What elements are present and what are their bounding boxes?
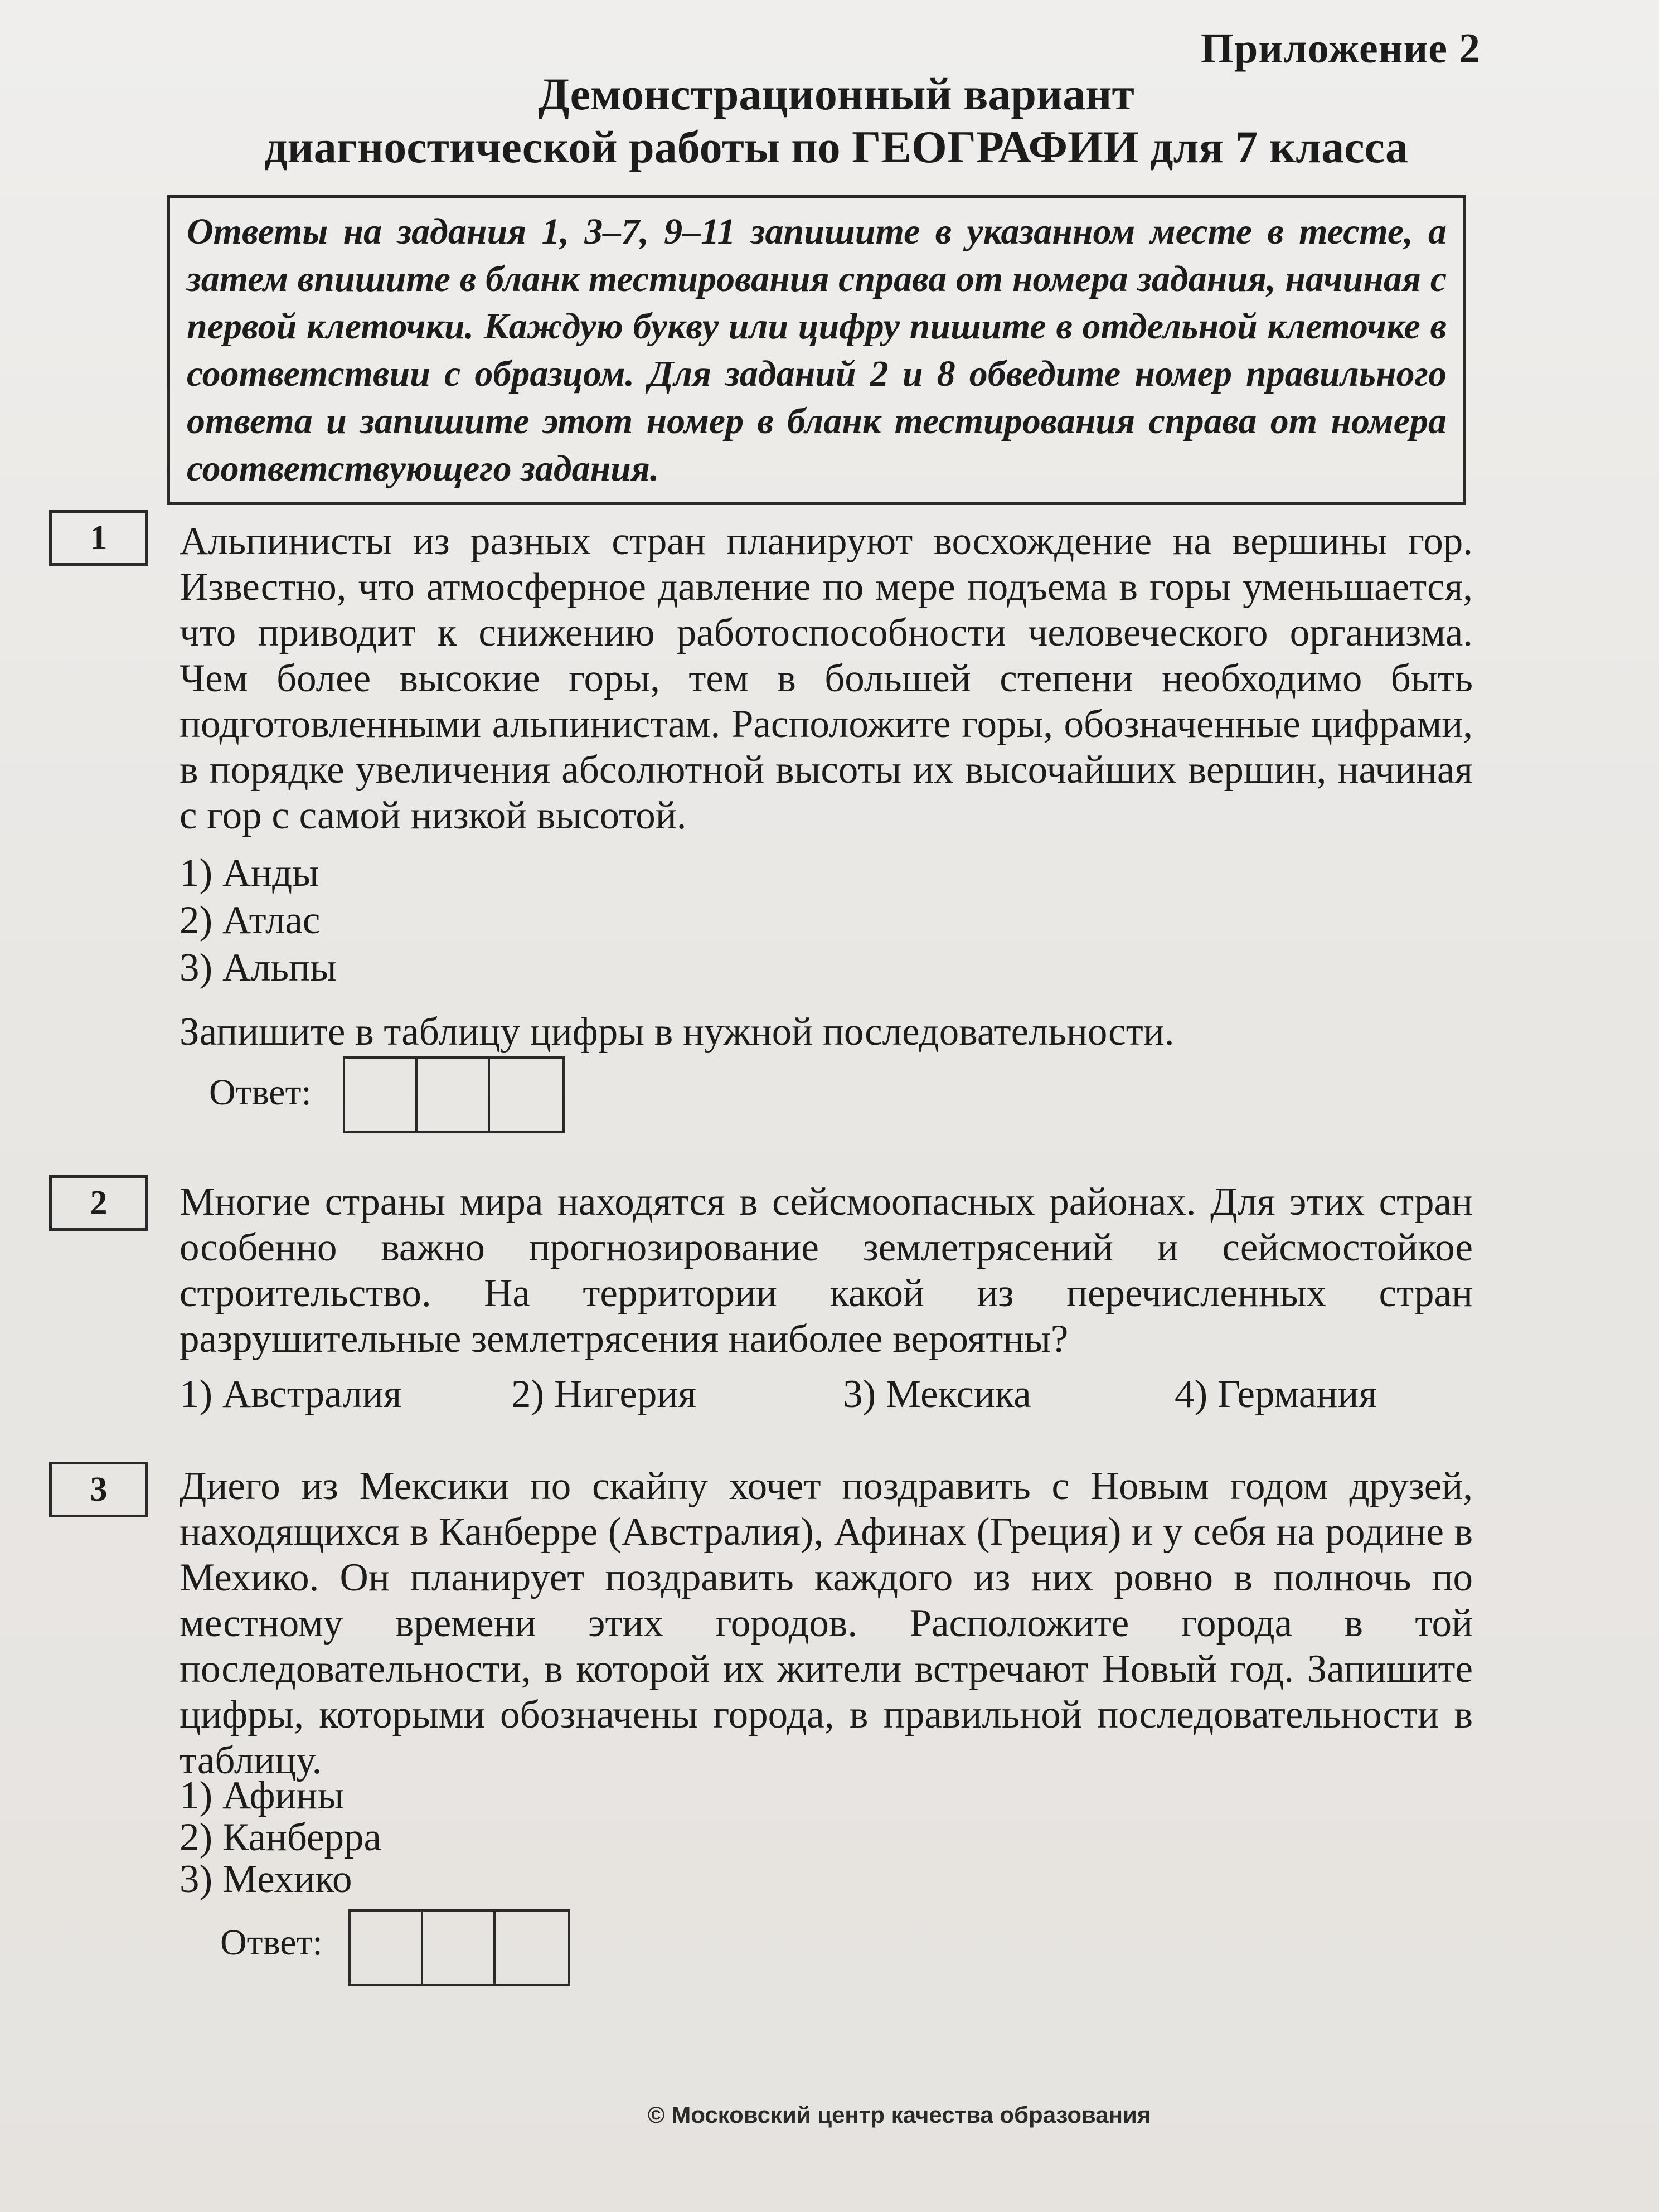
option: 2) Нигерия — [511, 1372, 697, 1416]
task-number: 3 — [49, 1462, 148, 1517]
task-question: Диего из Мексики по скайпу хочет поздравить с Новым годом друзей, находящихся в Канберре (Австралия), Афинах (Греция) и у себя на родине в Мехико. Он планирует поздравить каждого из них ровно в полночь по местному времени этих городов. Расположите города в той последовательности, в которой их жители встречают Новый год. Запишите цифры, которыми обозначены города, в правильной последовательности в таблицу. — [180, 1464, 1473, 1782]
option: 1) Афины — [180, 1774, 345, 1817]
instructions-box: Ответы на задания 1, 3–7, 9–11 запишите в указанном месте в тесте, а затем впишите в бланк тестирования справа от номера задания, начиная с первой клеточки. Каждую букву или цифру пишите в отдельной клеточке в соответствии с образцом. Для заданий 2 и 8 обведите номер правильного ответа и запишите этот номер в бланк тестирования справа от номера соответствующего задания. — [167, 195, 1466, 505]
appendix-label: Приложение 2 — [1200, 25, 1481, 72]
option: 2) Атлас — [180, 899, 321, 942]
answer-label: Ответ: — [209, 1072, 312, 1113]
task-number: 1 — [49, 510, 148, 566]
option: 1) Анды — [180, 851, 319, 895]
answer-cell[interactable] — [496, 1912, 568, 1984]
answer-cell[interactable] — [418, 1059, 490, 1131]
answer-cells[interactable] — [348, 1909, 570, 1986]
task-question: Альпинисты из разных стран планируют восхождение на вершины гор. Известно, что атмосферное давление по мере подъема в горы уменьшается, что приводит к снижению работоспособности человеческого организма. Чем более высокие горы, тем в большей степени необходимо быть подготовленными альпинистам. Расположите горы, обозначенные цифрами, в порядке увеличения абсолютной высоты их высочайших вершин, начиная с гор с самой низкой высотой. — [180, 520, 1473, 837]
option: 3) Мехико — [180, 1857, 352, 1901]
answer-cells[interactable] — [343, 1056, 565, 1133]
option: 2) Канберра — [180, 1816, 382, 1859]
option: 3) Альпы — [180, 946, 337, 989]
document-subtitle: диагностической работы по ГЕОГРАФИИ для 7 класса — [264, 122, 1408, 172]
answer-label: Ответ: — [220, 1922, 323, 1963]
answer-cell[interactable] — [345, 1059, 418, 1131]
answer-cell[interactable] — [490, 1059, 562, 1131]
document-title: Демонстрационный вариант — [538, 69, 1134, 119]
answer-cell[interactable] — [351, 1912, 423, 1984]
task-note: Запишите в таблицу цифры в нужной последовательности. — [180, 1010, 1175, 1054]
option: 1) Австралия — [180, 1372, 402, 1416]
task-question: Многие страны мира находятся в сейсмоопасных районах. Для этих стран особенно важно прогнозирование землетрясений и сейсмостойкое строительство. На территории какой из перечисленных стран разрушительные землетрясения наиболее вероятны? — [180, 1180, 1473, 1361]
option: 4) Германия — [1175, 1372, 1377, 1416]
copyright-footer: © Московский центр качества образования — [647, 2102, 1151, 2128]
task-number: 2 — [49, 1175, 148, 1231]
option: 3) Мексика — [843, 1372, 1031, 1416]
answer-cell[interactable] — [423, 1912, 496, 1984]
